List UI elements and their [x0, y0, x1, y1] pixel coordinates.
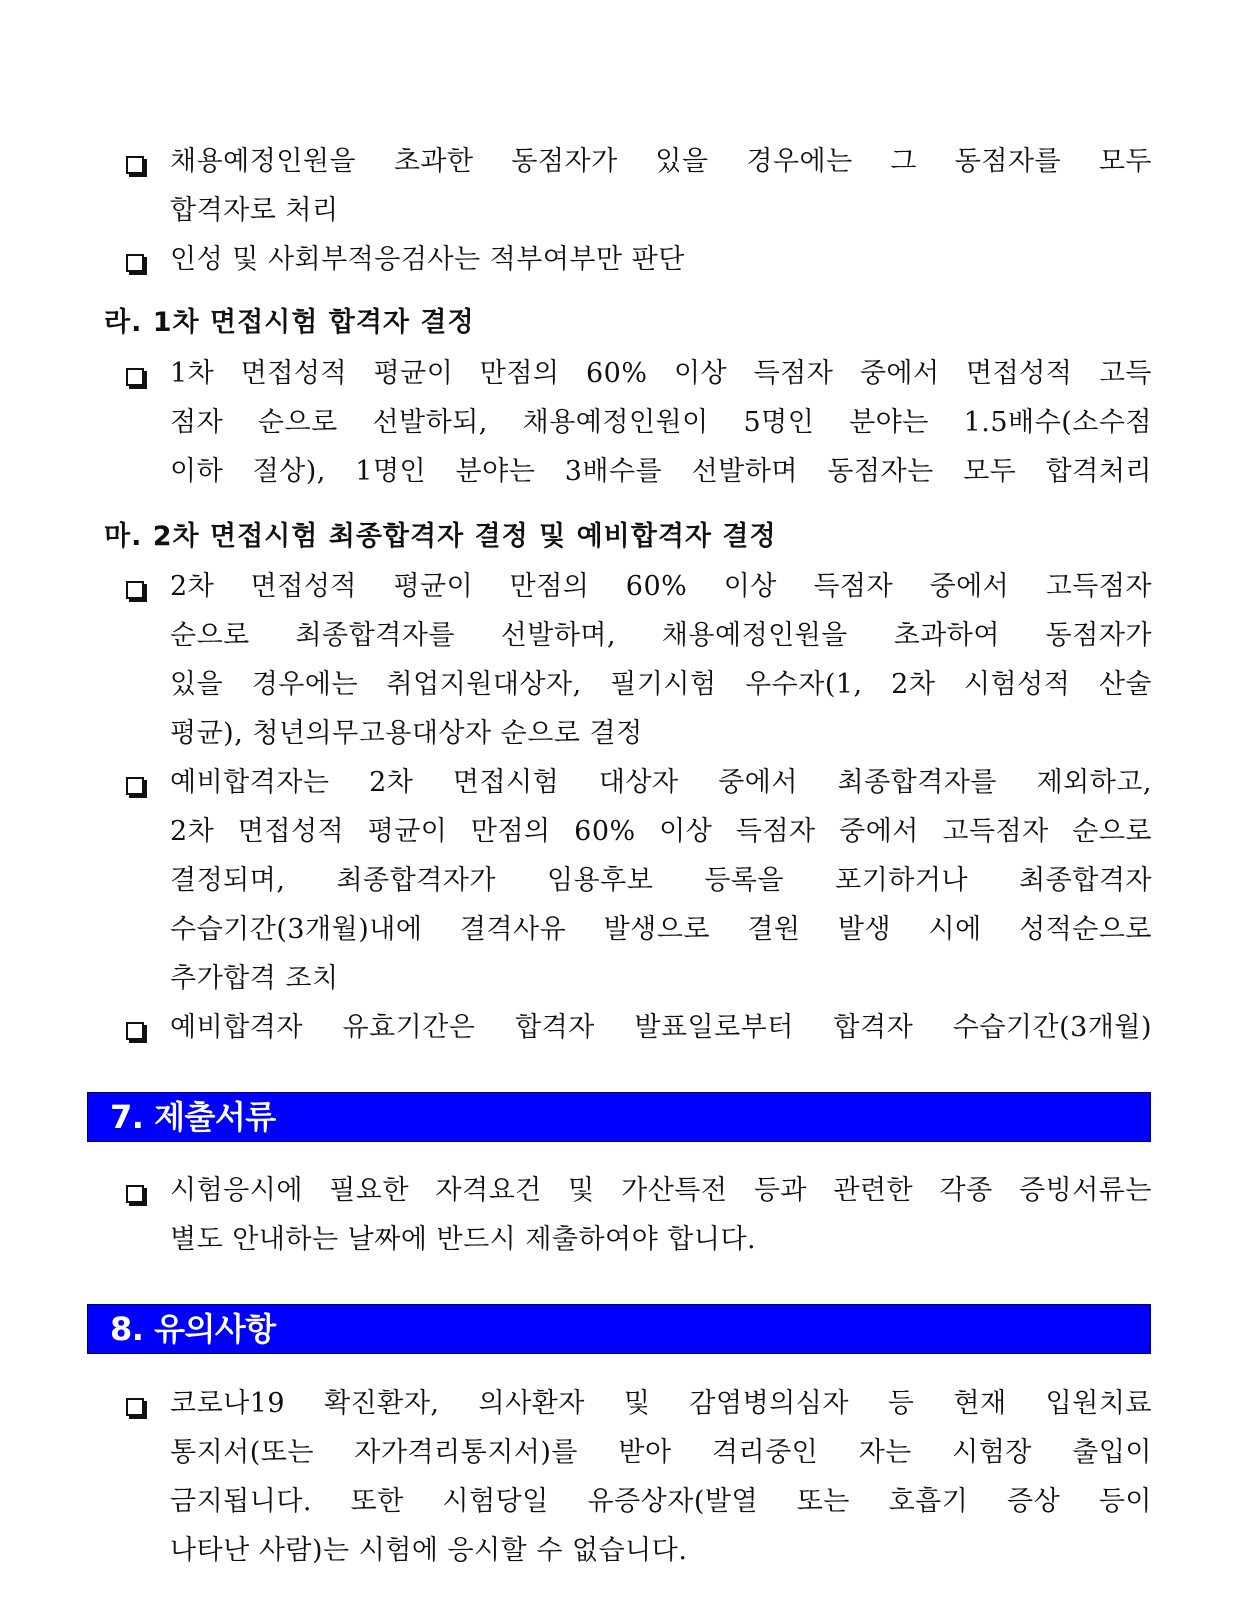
- text-line: 2차 면접성적 평균이 만점의 60% 이상 득점자 중에서 고득점자: [170, 571, 1152, 602]
- list-block-da: [122, 137, 1152, 284]
- text-line: 나타난 사람)는 시험에 응시할 수 없습니다.: [170, 1535, 688, 1566]
- checkbox-bullet-icon: [126, 777, 144, 795]
- text-line: 합격자로 처리: [170, 195, 339, 226]
- text-line: 이하 절상), 1명인 분야는 3배수를 선발하며 동점자는 모두 합격처리: [170, 456, 1152, 487]
- text-line: 금지됩니다. 또한 시험당일 유증상자(발열 또는 호흡기 증상 등이: [170, 1486, 1152, 1517]
- section-heading-ma: 마. 2차 면접시험 최종합격자 결정 및 예비합격자 결정: [104, 521, 777, 552]
- list-item: [122, 349, 1152, 496]
- list-block-ra: [122, 349, 1152, 496]
- checkbox-bullet-icon: [126, 156, 144, 174]
- section-title: 7. 제출서류: [110, 1098, 276, 1136]
- text-line: 시험응시에 필요한 자격요건 및 가산특전 등과 관련한 각종 증빙서류는: [170, 1175, 1152, 1206]
- text-line: 인성 및 사회부적응검사는 적부여부만 판단: [170, 244, 685, 275]
- checkbox-bullet-icon: [126, 581, 144, 599]
- checkbox-bullet-icon: [126, 1398, 144, 1416]
- list-item: [122, 137, 1152, 235]
- section-heading-ra: 라. 1차 면접시험 합격자 결정: [104, 307, 475, 338]
- list-item: [122, 562, 1152, 758]
- checkbox-bullet-icon: [126, 254, 144, 272]
- text-line: 수습기간(3개월)내에 결격사유 발생으로 결원 발생 시에 성적순으로: [170, 914, 1152, 945]
- text-line: 순으로 최종합격자를 선발하며, 채용예정인원을 초과하여 동점자가: [170, 620, 1152, 651]
- text-line: 코로나19 확진환자, 의사환자 및 감염병의심자 등 현재 입원치료: [170, 1388, 1152, 1419]
- section-title: 8. 유의사항: [110, 1310, 276, 1348]
- list-item: [122, 1379, 1152, 1575]
- text-line: 별도 안내하는 날짜에 반드시 제출하여야 합니다.: [170, 1224, 757, 1255]
- text-line: 1차 면접성적 평균이 만점의 60% 이상 득점자 중에서 면접성적 고득: [170, 358, 1152, 389]
- list-item: [122, 1003, 1152, 1052]
- section-banner-7: [87, 1092, 1151, 1142]
- text-line: 있을 경우에는 취업지원대상자, 필기시험 우수자(1, 2차 시험성적 산술: [170, 669, 1152, 700]
- text-line: 예비합격자 유효기간은 합격자 발표일로부터 합격자 수습기간(3개월): [170, 1012, 1152, 1043]
- text-line: 예비합격자는 2차 면접시험 대상자 중에서 최종합격자를 제외하고,: [170, 767, 1152, 798]
- list-block-ma: [122, 562, 1152, 1052]
- list-block-8: [122, 1379, 1152, 1575]
- text-line: 통지서(또는 자가격리통지서)를 받아 격리중인 자는 시험장 출입이: [170, 1437, 1152, 1468]
- checkbox-bullet-icon: [126, 1185, 144, 1203]
- list-item: [122, 758, 1152, 1003]
- text-line: 점자 순으로 선발하되, 채용예정인원이 5명인 분야는 1.5배수(소수점: [170, 407, 1152, 438]
- checkbox-bullet-icon: [126, 1022, 144, 1040]
- text-line: 추가합격 조치: [170, 963, 339, 994]
- list-block-7: [122, 1166, 1152, 1264]
- section-banner-8: [87, 1304, 1151, 1354]
- text-line: 채용예정인원을 초과한 동점자가 있을 경우에는 그 동점자를 모두: [170, 146, 1152, 177]
- list-item: [122, 1166, 1152, 1264]
- text-line: 결정되며, 최종합격자가 임용후보 등록을 포기하거나 최종합격자: [170, 865, 1152, 896]
- text-line: 2차 면접성적 평균이 만점의 60% 이상 득점자 중에서 고득점자 순으로: [170, 816, 1152, 847]
- text-line: 평균), 청년의무고용대상자 순으로 결정: [170, 718, 643, 749]
- list-item: [122, 235, 1152, 284]
- checkbox-bullet-icon: [126, 368, 144, 386]
